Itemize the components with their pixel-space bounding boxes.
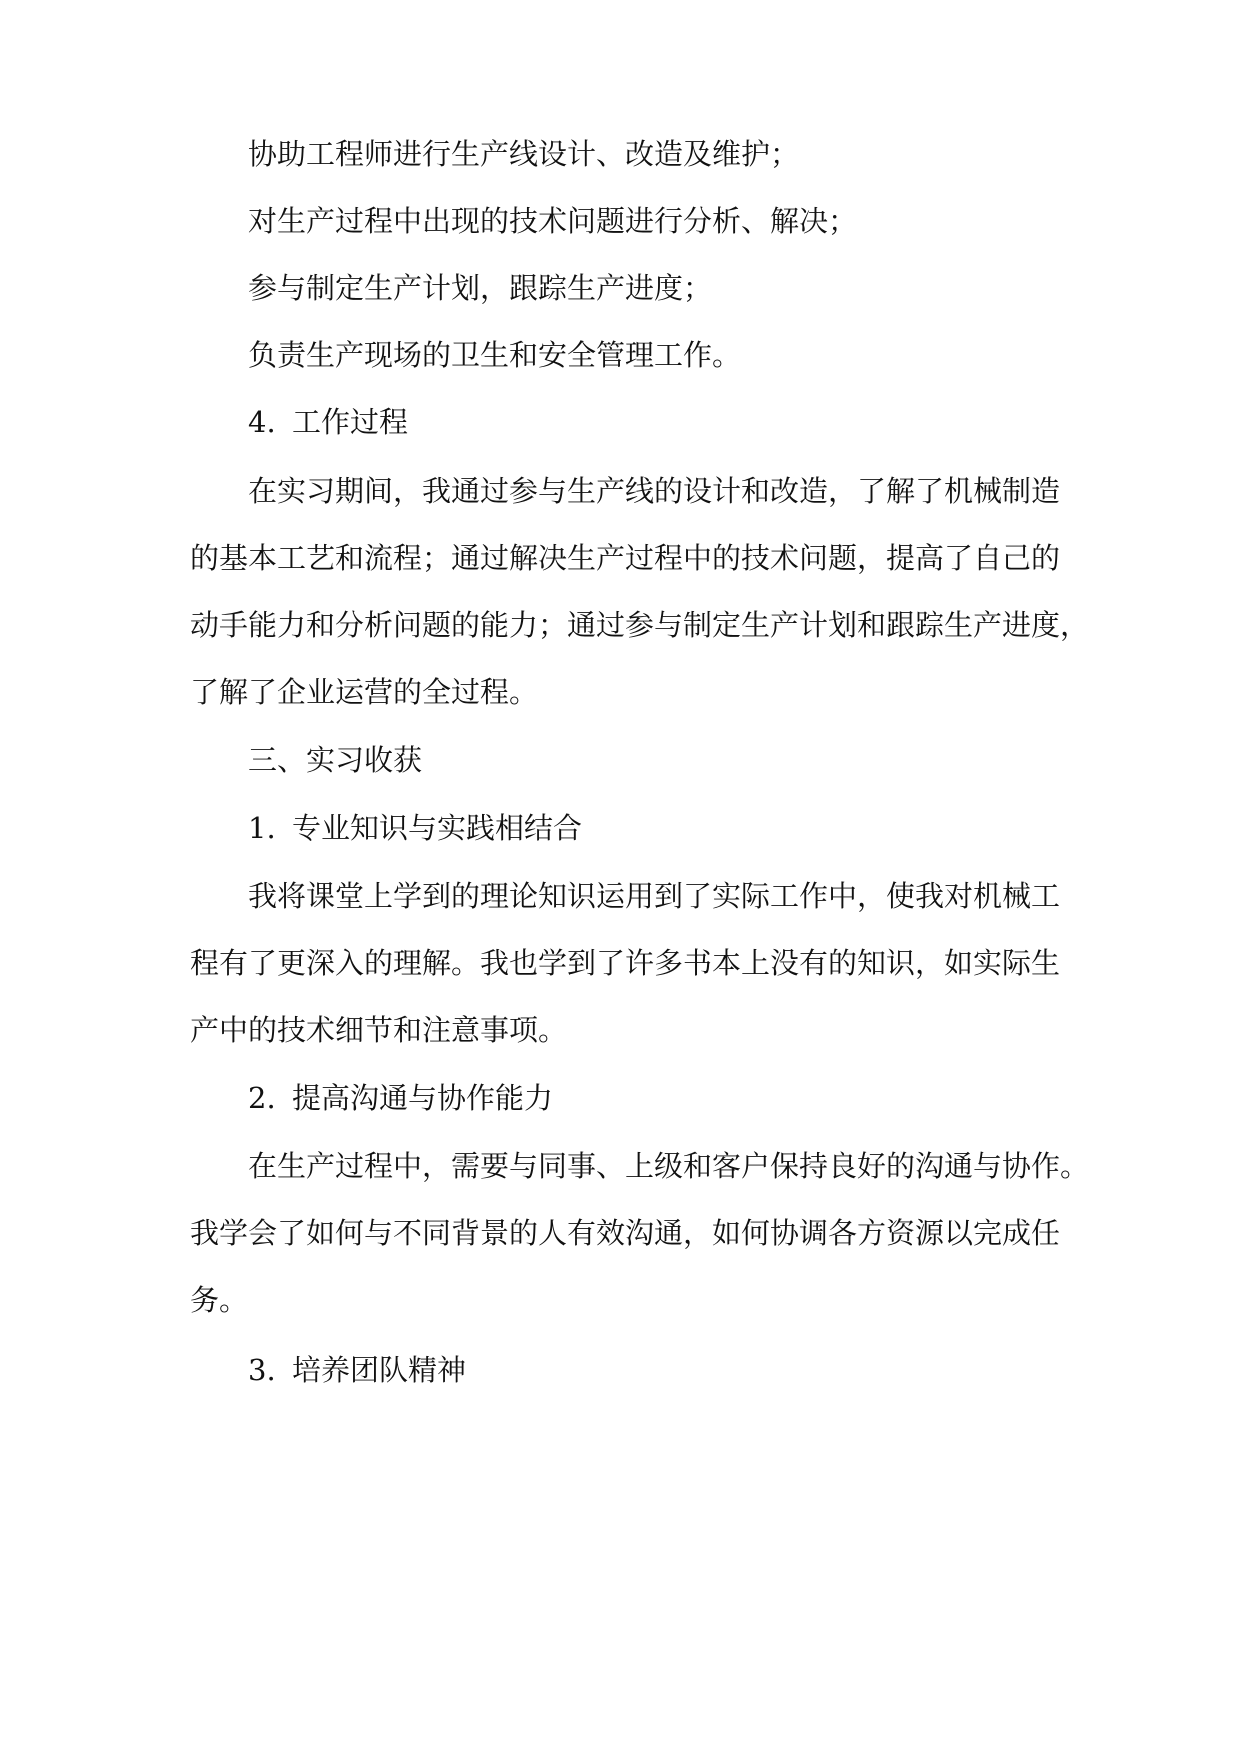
paragraph-line: 在生产过程中，需要与同事、上级和客户保持良好的沟通与协作。 xyxy=(248,1149,1090,1183)
paragraph-line: 程有了更深入的理解。我也学到了许多书本上没有的知识，如实际生 xyxy=(190,946,1061,980)
paragraph-line: 产中的技术细节和注意事项。 xyxy=(190,1013,568,1047)
duty-line-4: 负责生产现场的卫生和安全管理工作。 xyxy=(248,338,742,372)
paragraph-line: 在实习期间，我通过参与生产线的设计和改造，了解了机械制造 xyxy=(248,474,1061,508)
section-number: 1. xyxy=(248,811,276,845)
paragraph-line: 动手能力和分析问题的能力；通过参与制定生产计划和跟踪生产进度， xyxy=(190,608,1090,642)
paragraph-line: 了解了企业运营的全过程。 xyxy=(190,675,539,709)
paragraph-line: 务。 xyxy=(190,1283,249,1317)
section-heading-work-process: 4. 工作过程 xyxy=(0,402,1241,442)
section-heading-communication: 2. 提高沟通与协作能力 xyxy=(0,1078,1241,1118)
duty-line-1: 协助工程师进行生产线设计、改造及维护； xyxy=(248,137,800,171)
section-number: 2. xyxy=(248,1081,276,1115)
section-heading-knowledge-practice: 1. 专业知识与实践相结合 xyxy=(0,808,1241,848)
paragraph-line: 的基本工艺和流程；通过解决生产过程中的技术问题，提高了自己的 xyxy=(190,541,1061,575)
section-heading-team-spirit: 3. 培养团队精神 xyxy=(0,1350,1241,1390)
chapter-heading-internship-gains: 三、实习收获 xyxy=(248,743,423,777)
paragraph-line: 我将课堂上学到的理论知识运用到了实际工作中，使我对机械工 xyxy=(248,879,1061,913)
paragraph-line: 我学会了如何与不同背景的人有效沟通，如何协调各方资源以完成任 xyxy=(190,1216,1061,1250)
section-number: 3. xyxy=(248,1353,276,1387)
duty-line-2: 对生产过程中出现的技术问题进行分析、解决； xyxy=(248,204,858,238)
section-number: 4. xyxy=(248,405,276,439)
duty-line-3: 参与制定生产计划，跟踪生产进度； xyxy=(248,271,713,305)
